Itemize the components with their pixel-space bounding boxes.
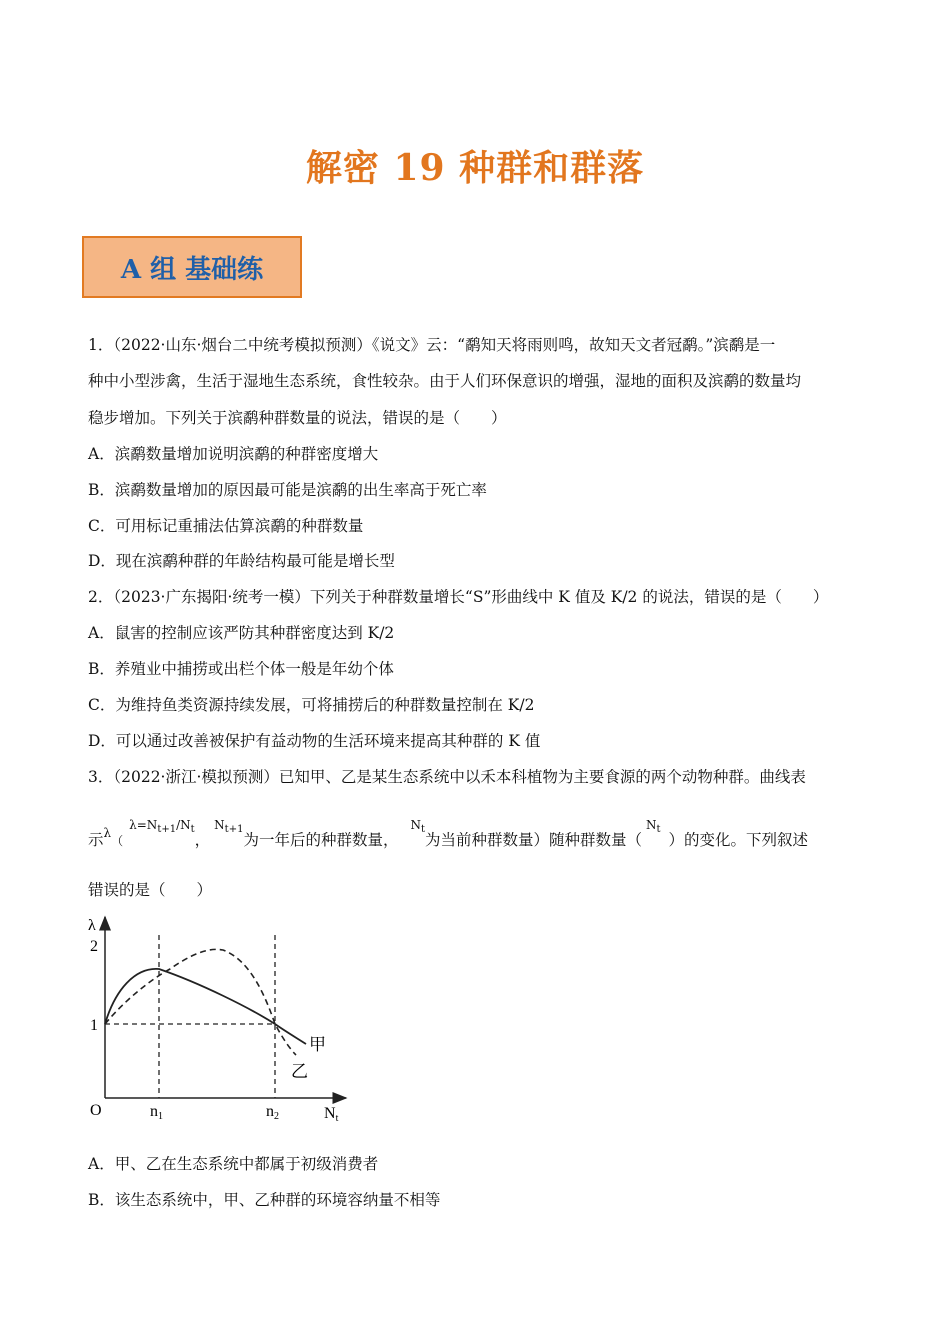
series-label-yi: 乙 (291, 1062, 308, 1081)
q1-stem-line-3: 稳步增加。下列关于滨鹬种群数量的说法，错误的是（ ） (88, 409, 507, 427)
q3-lambda-symbol: λ (103, 826, 112, 840)
y-axis-label: λ (88, 917, 96, 934)
q3-next-text: 为一年后的种群数量， (243, 831, 399, 849)
q3-n-axis: Nt (646, 818, 661, 835)
q3-paren-open: （ (111, 834, 124, 848)
series-jia (105, 969, 306, 1044)
q1-option-c: C．可用标记重捕法估算滨鹬的种群数量 (88, 517, 364, 535)
q2-option-c: C．为维持鱼类资源持续发展，可将捕捞后的种群数量控制在 K/2 (88, 696, 535, 714)
q2-stem-line-1: 2．（2023·广东揭阳·统考一模）下列关于种群数量增长“S”形曲线中 K 值及 K/2 的说法，错误的是（ ） (88, 588, 829, 606)
q2-option-d: D．可以通过改善被保护有益动物的生活环境来提高其种群的 K 值 (88, 732, 541, 750)
x-axis-label: Nt (324, 1105, 339, 1124)
q1-option-d: D．现在滨鹬种群的年龄结构最可能是增长型 (88, 552, 395, 570)
lambda-chart (80, 905, 370, 1130)
q1-option-b: B．滨鹬数量增加的原因最可能是滨鹬的出生率高于死亡率 (88, 481, 487, 499)
section-group-box (82, 236, 302, 298)
q1-option-a: A．滨鹬数量增加说明滨鹬的种群密度增大 (88, 445, 379, 463)
q3-current-text: 为当前种群数量）随种群数量（ (424, 831, 642, 849)
q1-stem-line-2: 种中小型涉禽，生活于湿地生态系统，食性较杂。由于人们环保意识的增强，湿地的面积及滨鹬的数量均 (88, 372, 802, 390)
y-tick-1: 1 (90, 1017, 98, 1034)
page-title: 解密 19 种群和群落 (305, 147, 645, 189)
x-tick-n1: n1 (150, 1103, 163, 1122)
q3-n-current: Nt (410, 818, 425, 835)
y-tick-2: 2 (90, 938, 98, 955)
q3-option-a: A．甲、乙在生态系统中都属于初级消费者 (88, 1155, 379, 1173)
x-tick-n2: n2 (266, 1103, 279, 1122)
series-yi (105, 949, 296, 1055)
origin-label: O (90, 1102, 102, 1119)
q2-option-a: A．鼠害的控制应该严防其种群密度达到 K/2 (88, 624, 395, 642)
q1-stem-line-1: 1．（2022·山东·烟台二中统考模拟预测）《说文》云：“鹬知天将雨则鸣，故知天文者冠鹬。”滨鹬是一 (88, 336, 776, 354)
q3-n-next: Nt+1 (214, 818, 244, 835)
q3-lambda-formula: λ=Nt+1/Nt (129, 818, 195, 835)
q3-stem-line-1: 3．（2022·浙江·模拟预测）已知甲、乙是某生态系统中以禾本科植物为主要食源的两个动物种群。曲线表 (88, 768, 806, 786)
q2-option-b: B．养殖业中捕捞或出栏个体一般是年幼个体 (88, 660, 394, 678)
series-label-jia: 甲 (309, 1035, 326, 1054)
q3-option-b: B．该生态系统中，甲、乙种群的环境容纳量不相等 (88, 1191, 441, 1209)
q3-end-text: ）的变化。下列叙述 (668, 831, 809, 849)
q3-stem-line-3: 错误的是（ ） (88, 881, 213, 899)
section-group-label: A 组 基础练 (120, 254, 264, 285)
q3-comma: ， (194, 831, 211, 849)
q3-show-text: 示 (88, 831, 104, 849)
